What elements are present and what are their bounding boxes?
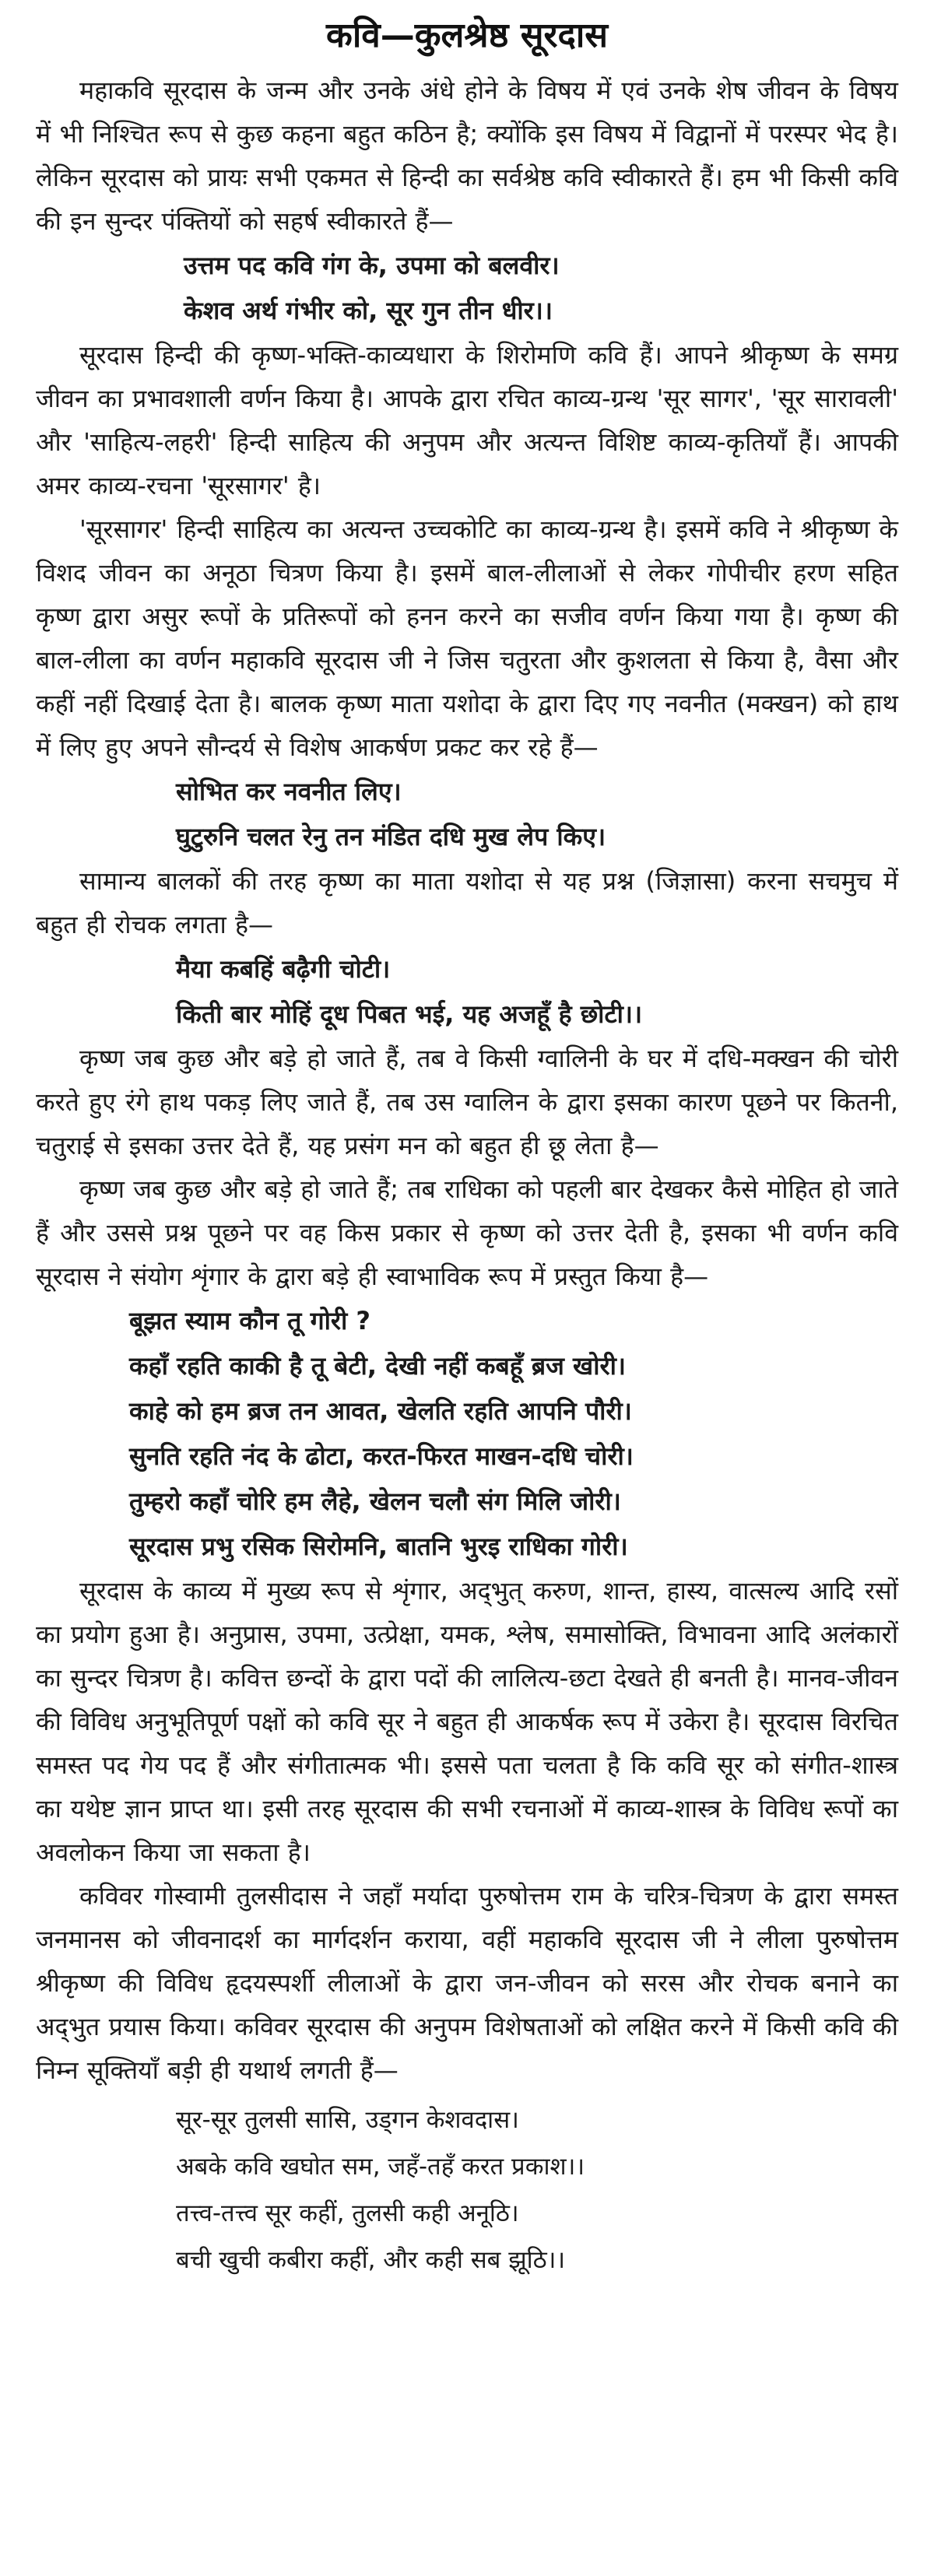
verse-line: सूर-सूर तुलसी सासि, उड्‌गन केशवदास। [176, 2106, 519, 2134]
verse-line: सूरदास प्रभु रसिक सिरोमनि, बातनि भुरइ राधिका गोरी। [129, 1532, 628, 1561]
verse-line: काहे को हम ब्रज तन आवत, खेलति रहति आपनि पौरी। [129, 1396, 632, 1426]
verse-line: तुम्हरो कहाँ चोरि हम लैहे, खेलन चलौ संग मिलि जोरी। [129, 1486, 621, 1516]
verse-line: अबके कवि खघोत सम, जहँ-तहँ करत प्रकाश।। [176, 2153, 585, 2181]
paragraph-radhika: कृष्ण जब कुछ और बड़े हो जाते हैं; तब राधिका को पहली बार देखकर कैसे मोहित हो जाते हैं और उससे प्रश्न पूछने पर वह किस प्रकार से कृष्ण को उत्तर देती है, इसका भी वर्णन कवि सूरदास ने संयोग शृंगार के द्वारा बड़े ही स्वाभाविक रूप में प्रस्तुत किया है— [36, 1174, 898, 1291]
verse-line: तत्त्व-तत्त्व सूर कहीं, तुलसी कही अनूठि। [176, 2199, 519, 2227]
verse-line: बची खुची कबीरा कहीं, और कही सब झूठि।। [176, 2246, 566, 2274]
paragraph-yashoda-question: सामान्य बालकों की तरह कृष्ण का माता यशोदा से यह प्रश्न (जिज्ञासा) करना सचमुच में बहुत ही रोचक लगता है— [36, 866, 898, 939]
verse-radhika-dialogue [36, 1298, 898, 1569]
verse-line: सोभित कर नवनीत लिए। [176, 777, 402, 806]
paragraph-makhan-chori: कृष्ण जब कुछ और बड़े हो जाते हैं, तब वे किसी ग्वालिनी के घर में दधि-मक्खन की चोरी करते हुए रंगे हाथ पकड़ लिए जाते हैं, तब उस ग्वालिन के द्वारा इसका कारण पूछने पर कितनी, चतुराई से इसका उत्तर देते हैं, यह प्रसंग मन को बहुत ही छू लेता है— [36, 1044, 898, 1160]
verse-choti [36, 946, 898, 1037]
verse-line: सुनति रहति नंद के ढोटा, करत-फिरत माखन-दधि चोरी। [129, 1441, 634, 1471]
verse-line: मैया कबहिं बढ़ैगी चोटी। [176, 954, 391, 984]
paragraph-intro: महाकवि सूरदास के जन्म और उनके अंधे होने के विषय में एवं उनके शेष जीवन के विषय में भी निश्चित रूप से कुछ कहना बहुत कठिन है; क्योंकि इस विषय में विद्वानों में परस्पर भेद है। लेकिन सूरदास को प्रायः सभी एकमत से हिन्दी का सर्वश्रेष्ठ कवि स्वीकारते हैं। हम भी किसी कवि की इन सुन्दर पंक्तियों को सहर्ष स्वीकारते हैं— [36, 75, 898, 236]
verse-line: कहाँ रहति काकी है तू बेटी, देखी नहीं कबहूँ ब्रज खोरी। [129, 1351, 626, 1381]
verse-navneet [36, 769, 898, 859]
verse-line: बूझत स्याम कौन तू गोरी ? [129, 1306, 370, 1335]
verse-sukti [36, 2097, 898, 2283]
verse-line: घुटुरुनि चलत रेनु तन मंडित दधि मुख लेप किए। [176, 822, 606, 851]
verse-line: उत्तम पद कवि गंग के, उपमा को बलवीर। [184, 251, 560, 280]
paragraph-tulsi-comparison: कविवर गोस्वामी तुलसीदास ने जहाँ मर्यादा पुरुषोत्तम राम के चरित्र-चित्रण के द्वारा समस्त जनमानस को जीवनादर्श का मार्गदर्शन कराया, वहीं महाकवि सूरदास जी ने लीला पुरुषोत्तम श्रीकृष्ण की विविध हृदयस्पर्शी लीलाओं के द्वारा जन-जीवन को सरस और रोचक बनाने का अद्‌भुत प्रयास किया। कविवर सूरदास की अनुपम विशेषताओं को लक्षित करने में किसी कवि की निम्न सूक्तियाँ बड़ी ही यथार्थ लगती हैं— [36, 1881, 898, 2085]
verse-line: केशव अर्थ गंभीर को, सूर गुन तीन धीर।। [184, 296, 553, 325]
paragraph-rasa-alankar: सूरदास के काव्य में मुख्य रूप से शृंगार, अद्‌भुत्‌ करुण, शान्त, हास्य, वात्सल्य आदि रसों का प्रयोग हुआ है। अनुप्रास, उपमा, उत्प्रेक्षा, यमक, श्लेष, समासोक्ति, विभावना आदि अलंकारों का सुन्दर चित्रण है। कवित्त छन्दों के द्वारा पदों की लालित्य-छटा देखते ही बनती है। मानव-जीवन की विविध अनुभूतिपूर्ण पक्षों को कवि सूर ने बहुत ही आकर्षक रूप में उकेरा है। सूरदास विरचित समस्त पद गेय पद हैं और संगीतात्मक भी। इससे पता चलता है कि कवि सूर को संगीत-शास्त्र का यथेष्ट ज्ञान प्राप्त था। इसी तरह सूरदास की सभी रचनाओं में काव्य-शास्त्र के विविध रूपों का अवलोकन किया जा सकता है। [36, 1576, 898, 1867]
paragraph-sursagar: 'सूरसागर' हिन्दी साहित्य का अत्यन्त उच्चकोटि का काव्य-ग्रन्थ है। इसमें कवि ने श्रीकृष्ण के विशद जीवन का अनूठा चित्रण किया है। इसमें बाल-लीलाओं से लेकर गोपीचीर हरण सहित कृष्ण द्वारा असुर रूपों के प्रतिरूपों को हनन करने का सजीव वर्णन किया गया है। कृष्ण की बाल-लीला का वर्णन महाकवि सूरदास जी ने जिस चतुरता और कुशलता से किया है, वैसा और कहीं नहीं दिखाई देता है। बालक कृष्ण माता यशोदा के द्वारा दिए गए नवनीत (मक्खन) को हाथ में लिए हुए अपने सौन्दर्य से विशेष आकर्षण प्रकट कर रहे हैं— [36, 514, 898, 762]
paragraph-works: सूरदास हिन्दी की कृष्ण-भक्ति-काव्यधारा के शिरोमणि कवि हैं। आपने श्रीकृष्ण के समग्र जीवन का प्रभावशाली वर्णन किया है। आपके द्वारा रचित काव्य-ग्रन्थ 'सूर सागर', 'सूर सारावली' और 'साहित्य-लहरी' हिन्दी साहित्य की अनुपम और अत्यन्त विशिष्ट काव्य-कृतियाँ हैं। आपकी अमर काव्य-रचना 'सूरसागर' है। [36, 340, 898, 500]
verse-kavi-praise [36, 243, 898, 333]
page-title: कवि—कुलश्रेष्ठ सूरदास [326, 16, 608, 55]
verse-line: किती बार मोहिं दूध पिबत भई, यह अजहूँ है छोटी।। [176, 999, 643, 1029]
